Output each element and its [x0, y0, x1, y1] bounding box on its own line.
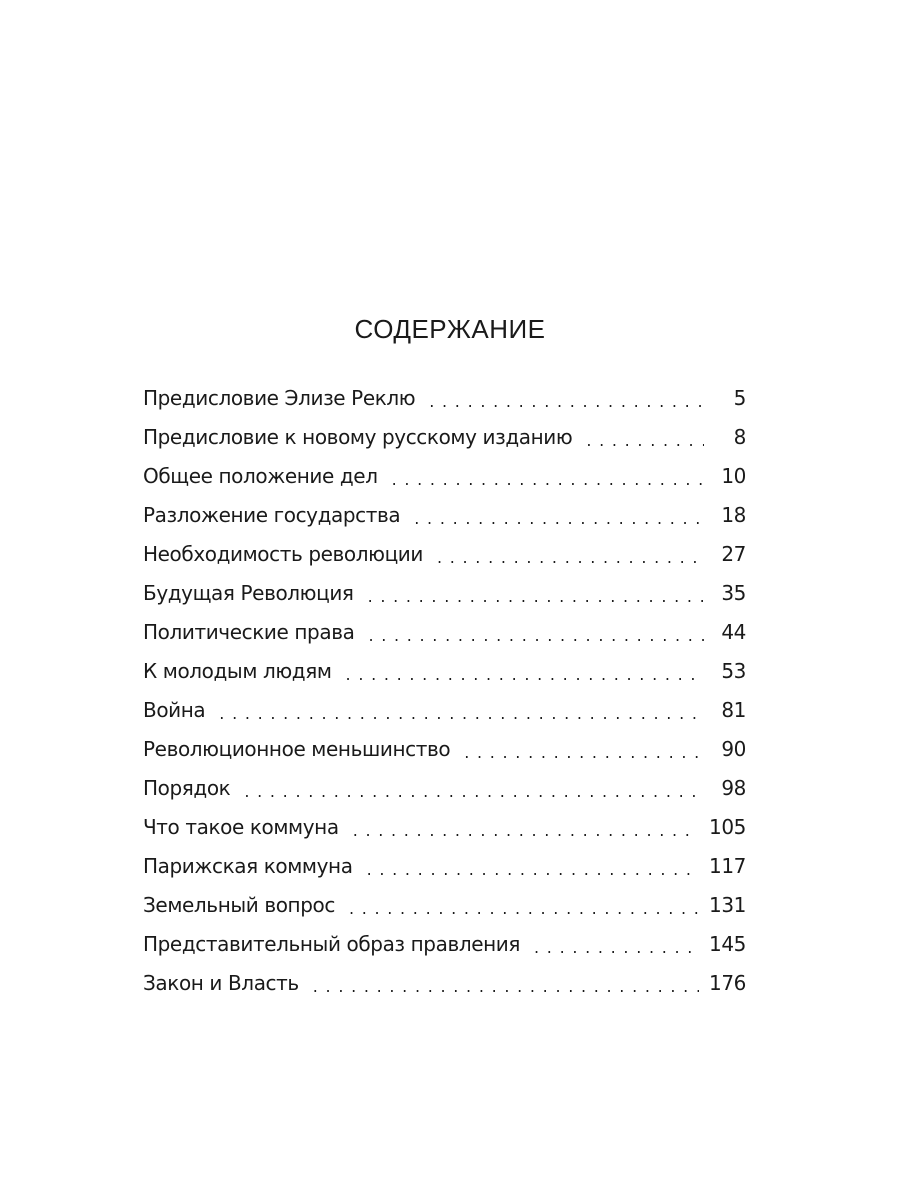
- dot-leader: [429, 388, 704, 410]
- toc-entry-title: Разложение государства: [143, 503, 401, 527]
- toc-entry: [143, 659, 746, 698]
- toc-entry-title: Предисловие к новому русскому изданию: [143, 425, 573, 449]
- toc-entry-page: 44: [721, 620, 746, 644]
- toc-entry: [143, 815, 746, 854]
- toc-entry-title: Необходимость революции: [143, 542, 423, 566]
- toc-entry-page: 81: [721, 698, 746, 722]
- toc-entry-title: Война: [143, 698, 206, 722]
- dot-leader: [464, 739, 704, 761]
- toc-entry-page: 35: [721, 581, 746, 605]
- toc-entry: [143, 971, 746, 1010]
- toc-entry-page: 176: [709, 971, 746, 995]
- toc-entry-page: 98: [721, 776, 746, 800]
- toc-entry: [143, 893, 746, 932]
- dot-leader: [219, 700, 704, 722]
- dot-leader: [353, 817, 699, 839]
- dot-leader: [437, 544, 704, 566]
- toc-entry: [143, 737, 746, 776]
- toc-entry-page: 131: [709, 893, 746, 917]
- toc-entry: [143, 932, 746, 971]
- toc-entry-title: Порядок: [143, 776, 231, 800]
- dot-leader: [244, 778, 704, 800]
- toc-entry-page: 5: [733, 386, 746, 410]
- toc-entry-title: Общее положение дел: [143, 464, 378, 488]
- toc-entry: [143, 503, 746, 542]
- toc-entry: [143, 386, 746, 425]
- toc-entry: [143, 620, 746, 659]
- dot-leader: [349, 895, 699, 917]
- dot-leader: [368, 622, 704, 644]
- toc-entry: [143, 854, 746, 893]
- toc-entry-title: Парижская коммуна: [143, 854, 353, 878]
- toc-entry-page: 18: [721, 503, 746, 527]
- toc-entry-title: Предисловие Элизе Реклю: [143, 386, 416, 410]
- toc-entry-title: К молодым людям: [143, 659, 332, 683]
- dot-leader: [346, 661, 704, 683]
- dot-leader: [534, 934, 699, 956]
- toc-entry: [143, 542, 746, 581]
- dot-leader: [392, 466, 704, 488]
- dot-leader: [414, 505, 704, 527]
- toc-entry-page: 53: [721, 659, 746, 683]
- dot-leader: [368, 583, 704, 605]
- dot-leader: [586, 427, 704, 449]
- toc-entry-page: 8: [733, 425, 746, 449]
- page-title: СОДЕРЖАНИЕ: [354, 314, 546, 344]
- toc-entry-page: 10: [721, 464, 746, 488]
- toc-entry-title: Революционное меньшинство: [143, 737, 451, 761]
- dot-leader: [313, 973, 699, 995]
- toc-entry-page: 117: [709, 854, 746, 878]
- toc-entry-page: 145: [709, 932, 746, 956]
- toc-entry: [143, 581, 746, 620]
- toc-entry: [143, 425, 746, 464]
- toc-entry-title: Закон и Власть: [143, 971, 299, 995]
- toc-entry: [143, 464, 746, 503]
- table-of-contents: [143, 386, 746, 1010]
- toc-entry-title: Представительный образ правления: [143, 932, 521, 956]
- toc-entry-title: Будущая Революция: [143, 581, 354, 605]
- toc-entry: [143, 776, 746, 815]
- dot-leader: [367, 856, 699, 878]
- toc-entry-title: Политические права: [143, 620, 355, 644]
- toc-entry: [143, 698, 746, 737]
- toc-entry-page: 105: [709, 815, 746, 839]
- toc-entry-title: Что такое коммуна: [143, 815, 339, 839]
- toc-entry-page: 27: [721, 542, 746, 566]
- toc-entry-page: 90: [721, 737, 746, 761]
- toc-entry-title: Земельный вопрос: [143, 893, 335, 917]
